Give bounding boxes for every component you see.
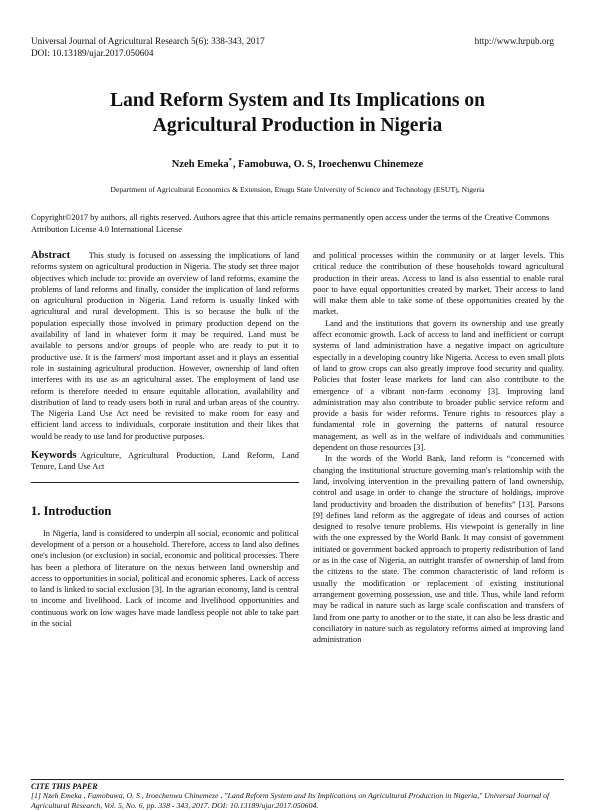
left-column	[31, 250, 299, 629]
running-header	[31, 35, 265, 59]
citation-text: [1] Nzeh Emeka , Famobuwa, O. S , Iroechenwu Chinemeze , "Land Reform System and Its Implications on Agricultural Production in Nigeria," Universal Journal of Agricultural Research, Vol. 5, No. 6, pp. 338 - 343, 2017. DOI: 10.13189/ujar.2017.050604.	[31, 791, 550, 810]
abstract-label: Abstract	[31, 250, 71, 261]
author-list	[40, 154, 555, 172]
abstract-divider	[31, 482, 299, 483]
intro-paragraph-1-continued: and political processes within the community or at larger levels. This critical reduce the contribution of these households toward agricultural production in their areas. Access to land is also essential to enable rural poor to have equal opportunities created by market. Their access to land will make them able to take some of these opportunities created by the market.	[313, 251, 564, 317]
title-line-1: Land Reform System and Its Implications on	[110, 90, 485, 111]
paper-title	[40, 88, 555, 138]
abstract	[31, 250, 299, 442]
copyright-notice: Copyright©2017 by authors, all rights reserved. Authors agree that this article remains permanently open access under the terms of the Creative Commons Attribution License 4.0 International License	[31, 213, 550, 234]
doi-line: DOI: 10.13189/ujar.2017.050604	[31, 48, 154, 58]
section-heading-introduction: 1. Introduction	[31, 503, 112, 518]
keywords-label: Keywords	[31, 450, 77, 462]
affiliation: Department of Agricultural Economics & Extension, Enugu State University of Science and Technology (ESUT), Nigeria	[110, 185, 485, 194]
keywords	[31, 450, 299, 473]
first-author: Nzeh Emeka	[171, 159, 229, 170]
other-authors: , Famobuwa, O. S, Iroechenwu Chinemeze	[232, 159, 424, 170]
right-column	[313, 250, 564, 645]
abstract-text: This study is focused on assessing the implications of land reforms system on agricultural production in Nigeria. The study set three major objectives which include to: provide an overview of land reforms, examine the problems of land reforms and finally, consider the implication of land reforms on agricultural production in Nigeria. Land reform is usually linked with agricultural and rural development. This is so because the bulk of the population especially those involved in primary production depend on the availability of land in whatever form it may be required. Land must be available to persons and/or groups of people who are ready to put it to productive use. It is the farmers' most important asset and it plays an essential role in sustaining agricultural production. However, ownership of land often interferes with its use as an agricultural asset. The employment of land use reform is therefore needed to ensure equitable allocation, availability and distribution of land to ready users both in rural and urban areas of the country. The Nigeria Land Use Act need be revisited to make room for easy and efficient land access to individuals, corporate institution and their likes that would be ready to use land for productive purposes.	[31, 251, 300, 441]
corresponding-mark: *	[228, 157, 232, 164]
keywords-text: Agriculture, Agricultural Production, Land Reform, Land Tenure, Land Use Act	[31, 451, 299, 472]
intro-paragraph-2: Land and the institutions that govern its ownership and use greatly affect economic growth. Lack of access to land and inefficient or corrupt systems of land administration have a negative impact on agriculture especially in a developing country like Nigeria. Access to even small plots of land to grow crops can also greatly improve food security and quality. Policies that foster lease markets for land can also contribute to the emergence of a vibrant non-farm economy [3]. Improving land administration may also contribute to broader public service reform and provide a basis for wider reforms. Tenure rights to resources play a fundamental role in governing the patterns of natural resource management, as well as in the welfare of individuals and communities dependent on those resources [3].	[313, 318, 564, 453]
title-line-2: Agricultural Production in Nigeria	[152, 115, 443, 136]
intro-paragraph-3: In the words of the World Bank, land reform is “concerned with changing the institutional structure governing man's relationship with the land, involving intervention in the prevailing pattern of land ownership, control and usage in order to change the structure of holdings, improve land productivity and broaden the distribution of benefits” [13]. Parsons [9] defines land reform as the aggregate of ideas and courses of action designed to resolve tenure problems. His viewpoint is generally in line with the one expressed by the World Bank. It may consist of government initiated or government backed approach to property redistribution of land or as in the case of Nigeria, an outright transfer of ownership of land from the citizens to the state. The common characteristic of land reform is usually the modification or replacement of existing institutional arrangement governing possession, use and title. Thus, while land reform may be radical in nature such as large scale confiscation and transfers of land from one party to another or to the state, it can also be less drastic and conciliatory in nature such as regulatory reforms aimed at improving land administration	[313, 454, 564, 645]
journal-citation-line: Universal Journal of Agricultural Research 5(6): 338-343, 2017	[31, 36, 265, 46]
publisher-url[interactable]: http://www.hrpub.org	[474, 36, 554, 46]
intro-paragraph-1: In Nigeria, land is considered to underpin all social, economic and political development of a person or a household. Therefore, access to land also defines one's inclusion (or exclusion) in social, economic and political processes. There has been a plethora of literature on the nexus between land ownership and access to opportunities in social, political and economic spheres. Lack of access to land is linked to social exclusion [3]. In the agrarian economy, land is central to income and livelihood. Lack of income and livelihood opportunities and continuous work on low wages have made landless people not able to take part in the social	[31, 528, 299, 629]
footer-divider	[31, 779, 564, 780]
cite-label: CITE THIS PAPER	[31, 782, 98, 791]
